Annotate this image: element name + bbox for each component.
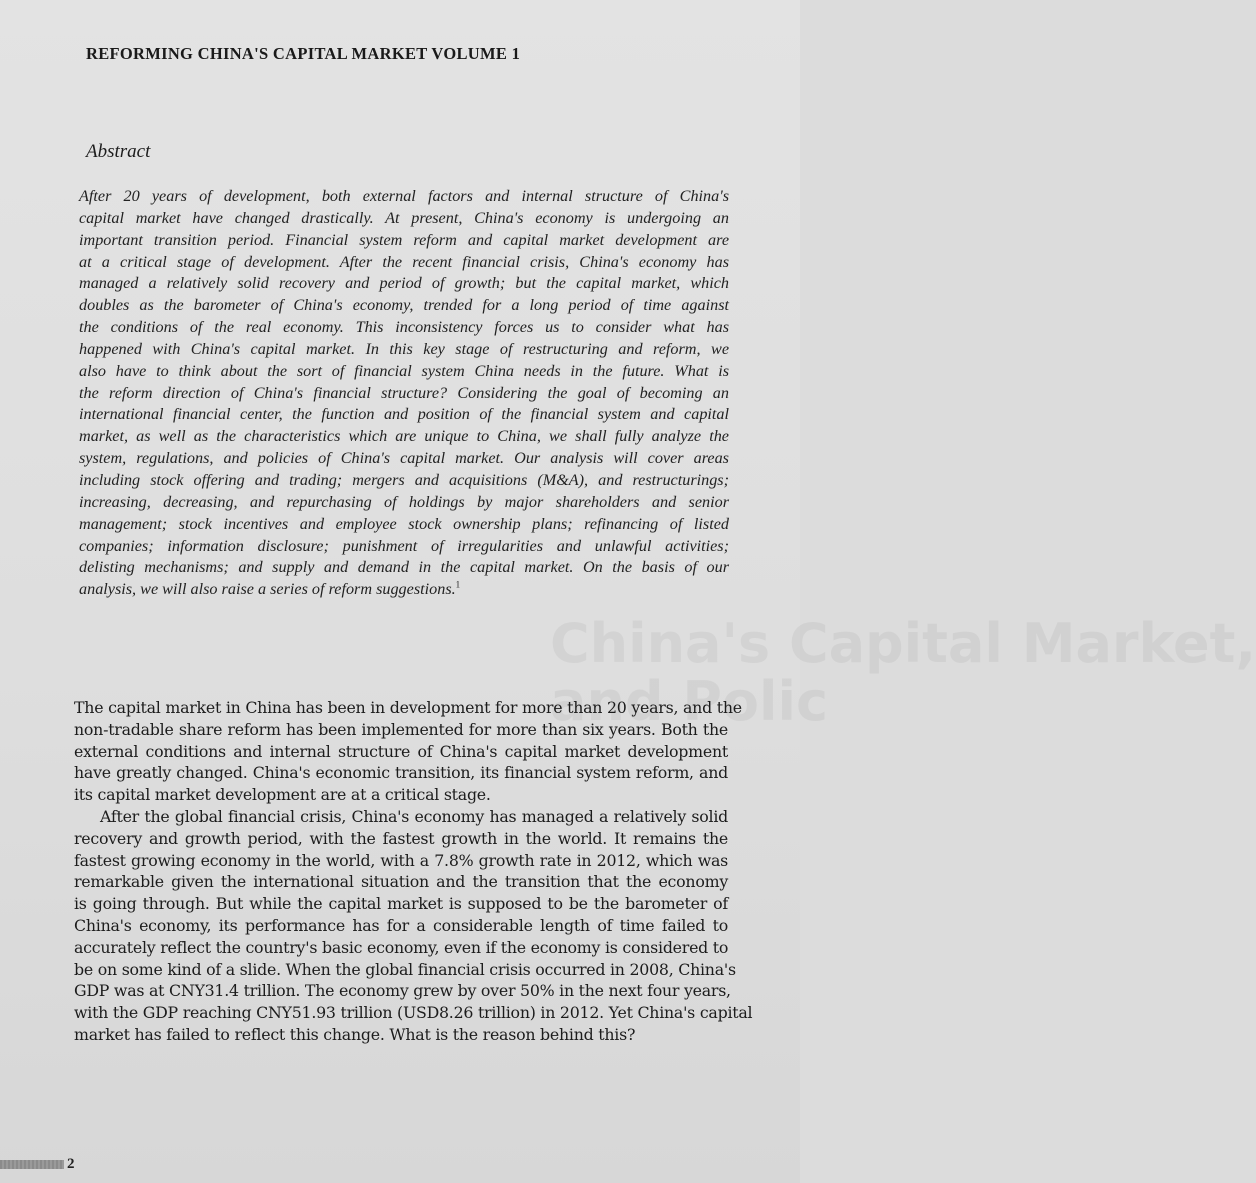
body-line: fastest growing economy in the world, with a 7.8% growth rate in 2012, which was — [74, 850, 728, 870]
abstract-line: managed a relatively solid recovery and period of growth; but the capital market, which — [79, 274, 729, 293]
body-line: The capital market in China has been in development for more than 20 years, and the — [74, 698, 742, 717]
abstract-line: international financial center, the function and position of the financial system and capital — [79, 405, 729, 424]
abstract-text — [79, 186, 729, 601]
bleed-through-line-1: China's Capital Market, — [550, 612, 1256, 675]
abstract-line: also have to think about the sort of financial system China needs in the future. What is — [79, 361, 729, 380]
bleed-through-line-2: and Polic — [550, 670, 829, 733]
paragraph-2 — [74, 806, 753, 1046]
abstract-line: After 20 years of development, both external factors and internal structure of China's — [79, 187, 729, 205]
abstract-line: the conditions of the real economy. This inconsistency forces us to consider what has — [79, 318, 729, 337]
body-text — [74, 697, 753, 1046]
abstract-line: including stock offering and trading; mergers and acquisitions (M&A), and restructurings; — [79, 470, 729, 489]
footnote-marker[interactable]: 1 — [455, 579, 461, 590]
body-line: remarkable given the international situation and the transition that the economy — [74, 872, 728, 892]
body-line: its capital market development are at a critical stage. — [74, 785, 491, 805]
body-line: external conditions and internal structure of China's capital market development — [74, 741, 728, 761]
abstract-line: system, regulations, and policies of China's capital market. Our analysis will cover areas — [79, 449, 729, 468]
abstract-line: the reform direction of China's financial structure? Considering the goal of becoming an — [79, 383, 729, 402]
abstract-line-final-text: analysis, we will also raise a series of reform suggestions. — [79, 580, 456, 599]
abstract-line: happened with China's capital market. In this key stage of restructuring and reform, we — [79, 339, 729, 358]
abstract-line: doubles as the barometer of China's economy, trended for a long period of time against — [79, 296, 729, 315]
folio-bar — [0, 1160, 64, 1169]
body-line: is going through. But while the capital market is supposed to be the barometer of — [74, 894, 728, 914]
running-header: REFORMING CHINA'S CAPITAL MARKET VOLUME 1 — [86, 44, 521, 63]
body-line: be on some kind of a slide. When the global financial crisis occurred in 2008, China's — [74, 959, 736, 979]
abstract-line: companies; information disclosure; punishment of irregularities and unlawful activities; — [79, 536, 729, 555]
abstract-line: important transition period. Financial system reform and capital market development are — [79, 230, 729, 249]
body-line: accurately reflect the country's basic economy, even if the economy is considered to — [74, 937, 729, 957]
abstract-line: increasing, decreasing, and repurchasing of holdings by major shareholders and senior — [79, 492, 729, 511]
paragraph-1 — [74, 697, 742, 806]
body-line: non-tradable share reform has been implemented for more than six years. Both the — [74, 719, 728, 739]
abstract-line: capital market have changed drastically. At present, China's economy is undergoing an — [79, 208, 729, 227]
body-line: After the global financial crisis, China's economy has managed a relatively solid — [100, 806, 728, 826]
body-line: GDP was at CNY31.4 trillion. The economy grew by over 50% in the next four years, — [74, 981, 731, 1001]
body-line: market has failed to reflect this change. What is the reason behind this? — [74, 1024, 636, 1044]
body-line: have greatly changed. China's economic transition, its financial system reform, and — [74, 763, 728, 783]
page-number: 2 — [67, 1156, 75, 1172]
abstract-line-final — [79, 579, 729, 601]
body-line: China's economy, its performance has for a considerable length of time failed to — [74, 915, 728, 935]
abstract-line: delisting mechanisms; and supply and demand in the capital market. On the basis of our — [79, 558, 729, 577]
abstract-heading: Abstract — [86, 141, 151, 162]
body-line: with the GDP reaching CNY51.93 trillion (USD8.26 trillion) in 2012. Yet China's capital — [74, 1003, 753, 1023]
abstract-line: at a critical stage of development. After the recent financial crisis, China's economy has — [79, 252, 729, 271]
abstract-line: management; stock incentives and employee stock ownership plans; refinancing of listed — [79, 514, 729, 533]
body-line: recovery and growth period, with the fastest growth in the world. It remains the — [74, 828, 728, 848]
abstract-line: market, as well as the characteristics which are unique to China, we shall fully analyze the — [79, 427, 729, 446]
